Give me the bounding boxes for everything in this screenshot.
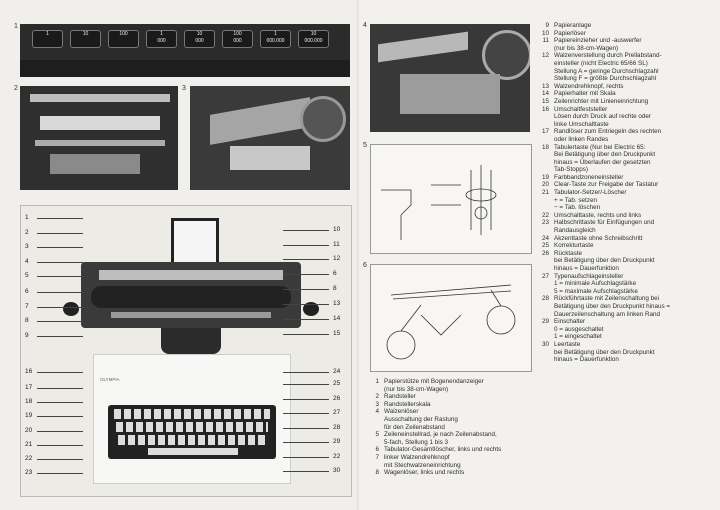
callout-line (283, 259, 329, 260)
legend-item (536, 295, 718, 318)
callout-number: 1 (25, 214, 29, 221)
legend-item (366, 393, 534, 401)
callout-line (283, 334, 329, 335)
callout-line (37, 262, 83, 263)
left-page (0, 0, 358, 510)
typewriter-carriage (81, 262, 301, 328)
legend-item (536, 318, 718, 341)
figure-number-4: 4 (363, 22, 367, 29)
callout-number: 27 (333, 409, 341, 416)
callout-line (37, 321, 83, 322)
callout-number: 15 (333, 330, 341, 337)
tab-key (222, 30, 253, 48)
brand-label: OLYMPIA (100, 377, 120, 382)
callout-number: 4 (25, 258, 29, 265)
ribbon-threading-drawing (371, 265, 531, 371)
callout-line (37, 233, 83, 234)
legend-item-number: 24 (541, 234, 549, 242)
legend-item-text: Walzendrehknopf, rechts (554, 82, 624, 90)
legend-item-number: 7 (375, 453, 379, 461)
callout-line (283, 399, 329, 400)
legend-item-number: 20 (541, 181, 549, 189)
legend-item-number: 26 (541, 249, 549, 257)
callout-line (283, 428, 329, 429)
paper-support (171, 218, 219, 265)
callout-number: 22 (333, 453, 341, 460)
tab-key-top-label: 1 (46, 31, 49, 37)
legend-item-text: Wagenlöser, links und rechts (384, 469, 465, 477)
legend-item-text: Zeilenrichter mit Linieneinrichtung (554, 97, 649, 105)
tab-key-bottom-label: 000.000 (304, 38, 323, 44)
legend-item-text: Halbschrittaste für Einfügungen und Randausgleich (554, 219, 655, 235)
callout-line (37, 402, 83, 403)
tab-key (184, 30, 215, 48)
callout-number: 29 (333, 438, 341, 445)
callout-number: 13 (333, 300, 341, 307)
legend-item-number: 14 (541, 90, 549, 98)
keyboard-strip (20, 60, 350, 77)
ribbon-threading-diagram (370, 264, 532, 372)
legend-item-number: 25 (541, 242, 549, 250)
legend-item-text: Walzenverstellung durch Prellabstand- einsteller (nicht Electric 65/66 SL) Stellung A = geringe Durchschlagzahl Stellung F = größte Durchschlagzahl (554, 52, 662, 83)
callout-line (283, 274, 329, 275)
callout-line (283, 457, 329, 458)
legend-item-number: 30 (541, 340, 549, 348)
right-page (360, 0, 720, 510)
callout-number: 6 (25, 288, 29, 295)
legend-item (536, 106, 718, 129)
legend-item-text: Randlöser zum Entriegeln des rechten oder linken Randes (554, 128, 662, 143)
legend-item-number: 1 (375, 378, 379, 385)
callout-number: 18 (25, 398, 33, 405)
callout-line (37, 372, 83, 373)
legend-item (536, 30, 718, 38)
legend-item-number: 2 (375, 393, 379, 401)
legend-item (536, 235, 718, 243)
tab-key-top-label: 100 (119, 31, 128, 37)
legend-item (366, 454, 534, 469)
typewriter-diagram (20, 205, 352, 497)
callout-number: 2 (25, 229, 29, 236)
callout-number: 8 (333, 285, 337, 292)
tab-key-top-label: 100 (233, 31, 242, 37)
legend-item (536, 219, 718, 234)
callout-line (283, 304, 329, 305)
legend-item-text: Papierstütze mit Bogenendanzeiger (nur bis 38-cm-Wagen) (384, 378, 484, 393)
legend-item-number: 27 (541, 272, 549, 280)
legend-item-number: 19 (541, 173, 549, 181)
legend-item-number: 13 (541, 82, 549, 90)
tab-key-bottom-label: 000.000 (266, 38, 285, 44)
legend-item (366, 378, 534, 393)
callout-number: 19 (25, 412, 33, 419)
legend-item (536, 189, 718, 212)
legend-item (536, 174, 718, 182)
callout-number: 3 (25, 243, 29, 250)
legend-item-number: 4 (375, 408, 379, 416)
callout-number: 5 (25, 272, 29, 279)
legend-item-text: Typenaufschlageinsteller 1 = minimale Aufschlagstärke 5 = maximale Aufschlagstärke (554, 272, 638, 295)
typewriter-base (93, 354, 291, 484)
callout-number: 30 (333, 467, 341, 474)
legend-item-number: 10 (541, 29, 549, 37)
callout-line (283, 384, 329, 385)
legend-item (536, 37, 718, 52)
legend-item-text: Papierhalter mit Skala (554, 90, 616, 98)
tab-key-top-label: 1 (274, 31, 277, 37)
legend-item (536, 90, 718, 98)
legend-item-text: Tabulertaste (Nur bei Electric 65: Bei Betätigung über den Druckpunkt hinaus = Überlaufen der gesetzten Tab-Stopps) (554, 143, 656, 174)
legend-item-text: Umschalttaste, rechts und links (554, 211, 642, 219)
legend-item-text: linker Walzendrehknopf mit Stechwalzeneinrichtung (384, 453, 461, 469)
tab-key-bottom-label: 000 (157, 38, 166, 44)
legend-item-number: 28 (541, 295, 549, 303)
legend-item-number: 18 (541, 143, 549, 151)
tab-key (298, 30, 329, 48)
tab-key (146, 30, 177, 48)
callout-line (37, 416, 83, 417)
legend-item-number: 11 (542, 37, 549, 45)
legend-item-number: 3 (375, 400, 379, 408)
legend-item (536, 83, 718, 91)
callout-line (283, 413, 329, 414)
legend-item-text: Tabulator-Setzer/-Löscher + = Tab. setzen − = Tab. löschen (554, 189, 627, 212)
tab-setting-drawing (371, 145, 531, 253)
callout-line (283, 442, 329, 443)
legend-item-number: 21 (541, 189, 549, 197)
legend-item-number: 17 (541, 128, 549, 136)
tab-key-top-label: 10 (196, 31, 203, 37)
callout-line (37, 307, 83, 308)
callout-number: 6 (333, 270, 337, 277)
callout-line (37, 276, 83, 277)
legend-item-text: Rückführtaste mit Zeilenschaltung bei Betätigung über den Druckpunkt hinaus = Dauerzeilenschaltung am linken Rand (554, 295, 671, 318)
callout-number: 14 (333, 315, 341, 322)
callout-line (37, 473, 83, 474)
callout-number: 12 (333, 255, 341, 262)
keyboard (108, 405, 276, 459)
callout-number: 11 (333, 241, 340, 248)
legend-item-text: Umschaltfeststeller Lösen durch Druck auf rechte oder linke Umschalttaste (554, 105, 651, 128)
legend-item-number: 22 (541, 211, 549, 219)
callout-number: 16 (25, 368, 33, 375)
callout-line (37, 445, 83, 446)
callout-line (283, 245, 329, 246)
tab-key (70, 30, 101, 48)
legend-item-number: 16 (541, 105, 549, 113)
tab-key (32, 30, 63, 48)
legend-item (366, 446, 534, 454)
figure-number-2: 2 (14, 85, 18, 92)
typewriter-neck (161, 328, 221, 354)
figure-number-5: 5 (363, 142, 367, 149)
callout-number: 26 (333, 395, 341, 402)
callout-line (37, 431, 83, 432)
tab-key-top-label: 10 (82, 31, 89, 37)
legend-item-text: Farbbandzoneneinsteller (554, 173, 624, 181)
legend-item-text: Tabulator-Gesamtlöscher, links und rechts (384, 446, 502, 454)
callout-line (283, 289, 329, 290)
callout-number: 7 (25, 303, 29, 310)
legend-item-text: Rücktaste bei Betätigung über den Druckpunkt hinaus = Dauerfunktion (554, 249, 655, 272)
legend-item-text: Randstellerskala (384, 400, 431, 408)
tab-setting-diagram (370, 144, 532, 254)
legend-item (366, 401, 534, 409)
tab-key-bottom-label: 000 (195, 38, 204, 44)
callout-line (37, 247, 83, 248)
callout-number: 22 (25, 455, 33, 462)
legend-item-number: 9 (545, 22, 549, 29)
legend-item-text: Zeileneinstellrad, je nach Zeilenabstand, 5-fach, Stellung 1 bis 3 (384, 431, 497, 446)
callout-number: 28 (333, 424, 341, 431)
legend-item-number: 8 (375, 469, 379, 477)
callout-line (37, 292, 83, 293)
legend-item (536, 52, 718, 82)
callout-line (37, 459, 83, 460)
legend-item-text: Einschalter 0 = ausgeschaltet 1 = eingeschaltet (554, 318, 604, 341)
legend-item (536, 212, 718, 220)
ribbon-mechanism-photo (370, 24, 530, 132)
callout-number: 17 (25, 384, 33, 391)
legend-item-text: Randsteller (384, 393, 416, 401)
legend-item (366, 431, 534, 446)
tab-key (108, 30, 139, 48)
legend-right (536, 22, 718, 364)
tab-key-top-label: 10 (310, 31, 317, 37)
legend-item (536, 242, 718, 250)
legend-item-text: Clear-Taste zur Freigabe der Tastatur (554, 181, 659, 189)
callout-line (37, 336, 83, 337)
callout-number: 24 (333, 368, 341, 375)
callout-line (37, 388, 83, 389)
legend-item (536, 22, 718, 30)
callout-number: 25 (333, 380, 341, 387)
legend-item-text: Leertaste bei Betätigung über den Druckpunkt hinaus = Dauerfunktion (554, 340, 655, 364)
legend-item (536, 181, 718, 189)
figure-number-3: 3 (182, 85, 186, 92)
callout-number: 10 (333, 226, 341, 233)
platen-knob-photo (190, 86, 350, 190)
legend-item-number: 12 (541, 52, 549, 60)
legend-left (366, 378, 534, 477)
tab-key-bottom-label: 000 (233, 38, 242, 44)
legend-item (536, 98, 718, 106)
callout-line (37, 218, 83, 219)
legend-item-number: 5 (375, 431, 379, 439)
callout-number: 21 (25, 441, 33, 448)
callout-number: 20 (25, 427, 33, 434)
legend-item (536, 341, 718, 364)
callout-line (283, 372, 329, 373)
figure-number-6: 6 (363, 262, 367, 269)
callout-number: 9 (25, 332, 29, 339)
legend-item-number: 6 (375, 446, 379, 454)
callout-line (283, 230, 329, 231)
legend-item (536, 144, 718, 174)
legend-item-number: 29 (541, 318, 549, 326)
legend-item-number: 15 (541, 97, 549, 105)
legend-item-text: Walzenlöser Ausschaltung der Rastung für den Zeilenabstand (384, 408, 458, 431)
figure-number-1: 1 (14, 23, 18, 30)
margin-mechanism-photo (20, 86, 178, 190)
legend-item-text: Papieranlage (554, 22, 592, 29)
tab-key (260, 30, 291, 48)
legend-item (536, 273, 718, 296)
legend-item-text: Papierlöser (554, 29, 586, 37)
callout-number: 23 (25, 469, 33, 476)
legend-item (366, 408, 534, 431)
callout-number: 8 (25, 317, 29, 324)
legend-item-text: Papiereinzieher und -auswerfer (nur bis 38-cm-Wagen) (554, 37, 642, 52)
tab-key-top-label: 1 (160, 31, 163, 37)
legend-item-text: Akzenttaste ohne Schreibschritt (554, 234, 643, 242)
legend-item (536, 128, 718, 143)
callout-line (283, 319, 329, 320)
legend-item-text: Korrekturtaste (554, 242, 594, 250)
legend-item (366, 469, 534, 477)
tab-keys-photo (20, 24, 350, 77)
left-platen-knob (63, 302, 79, 316)
legend-item-number: 23 (541, 219, 549, 227)
legend-item (536, 250, 718, 273)
callout-line (283, 471, 329, 472)
